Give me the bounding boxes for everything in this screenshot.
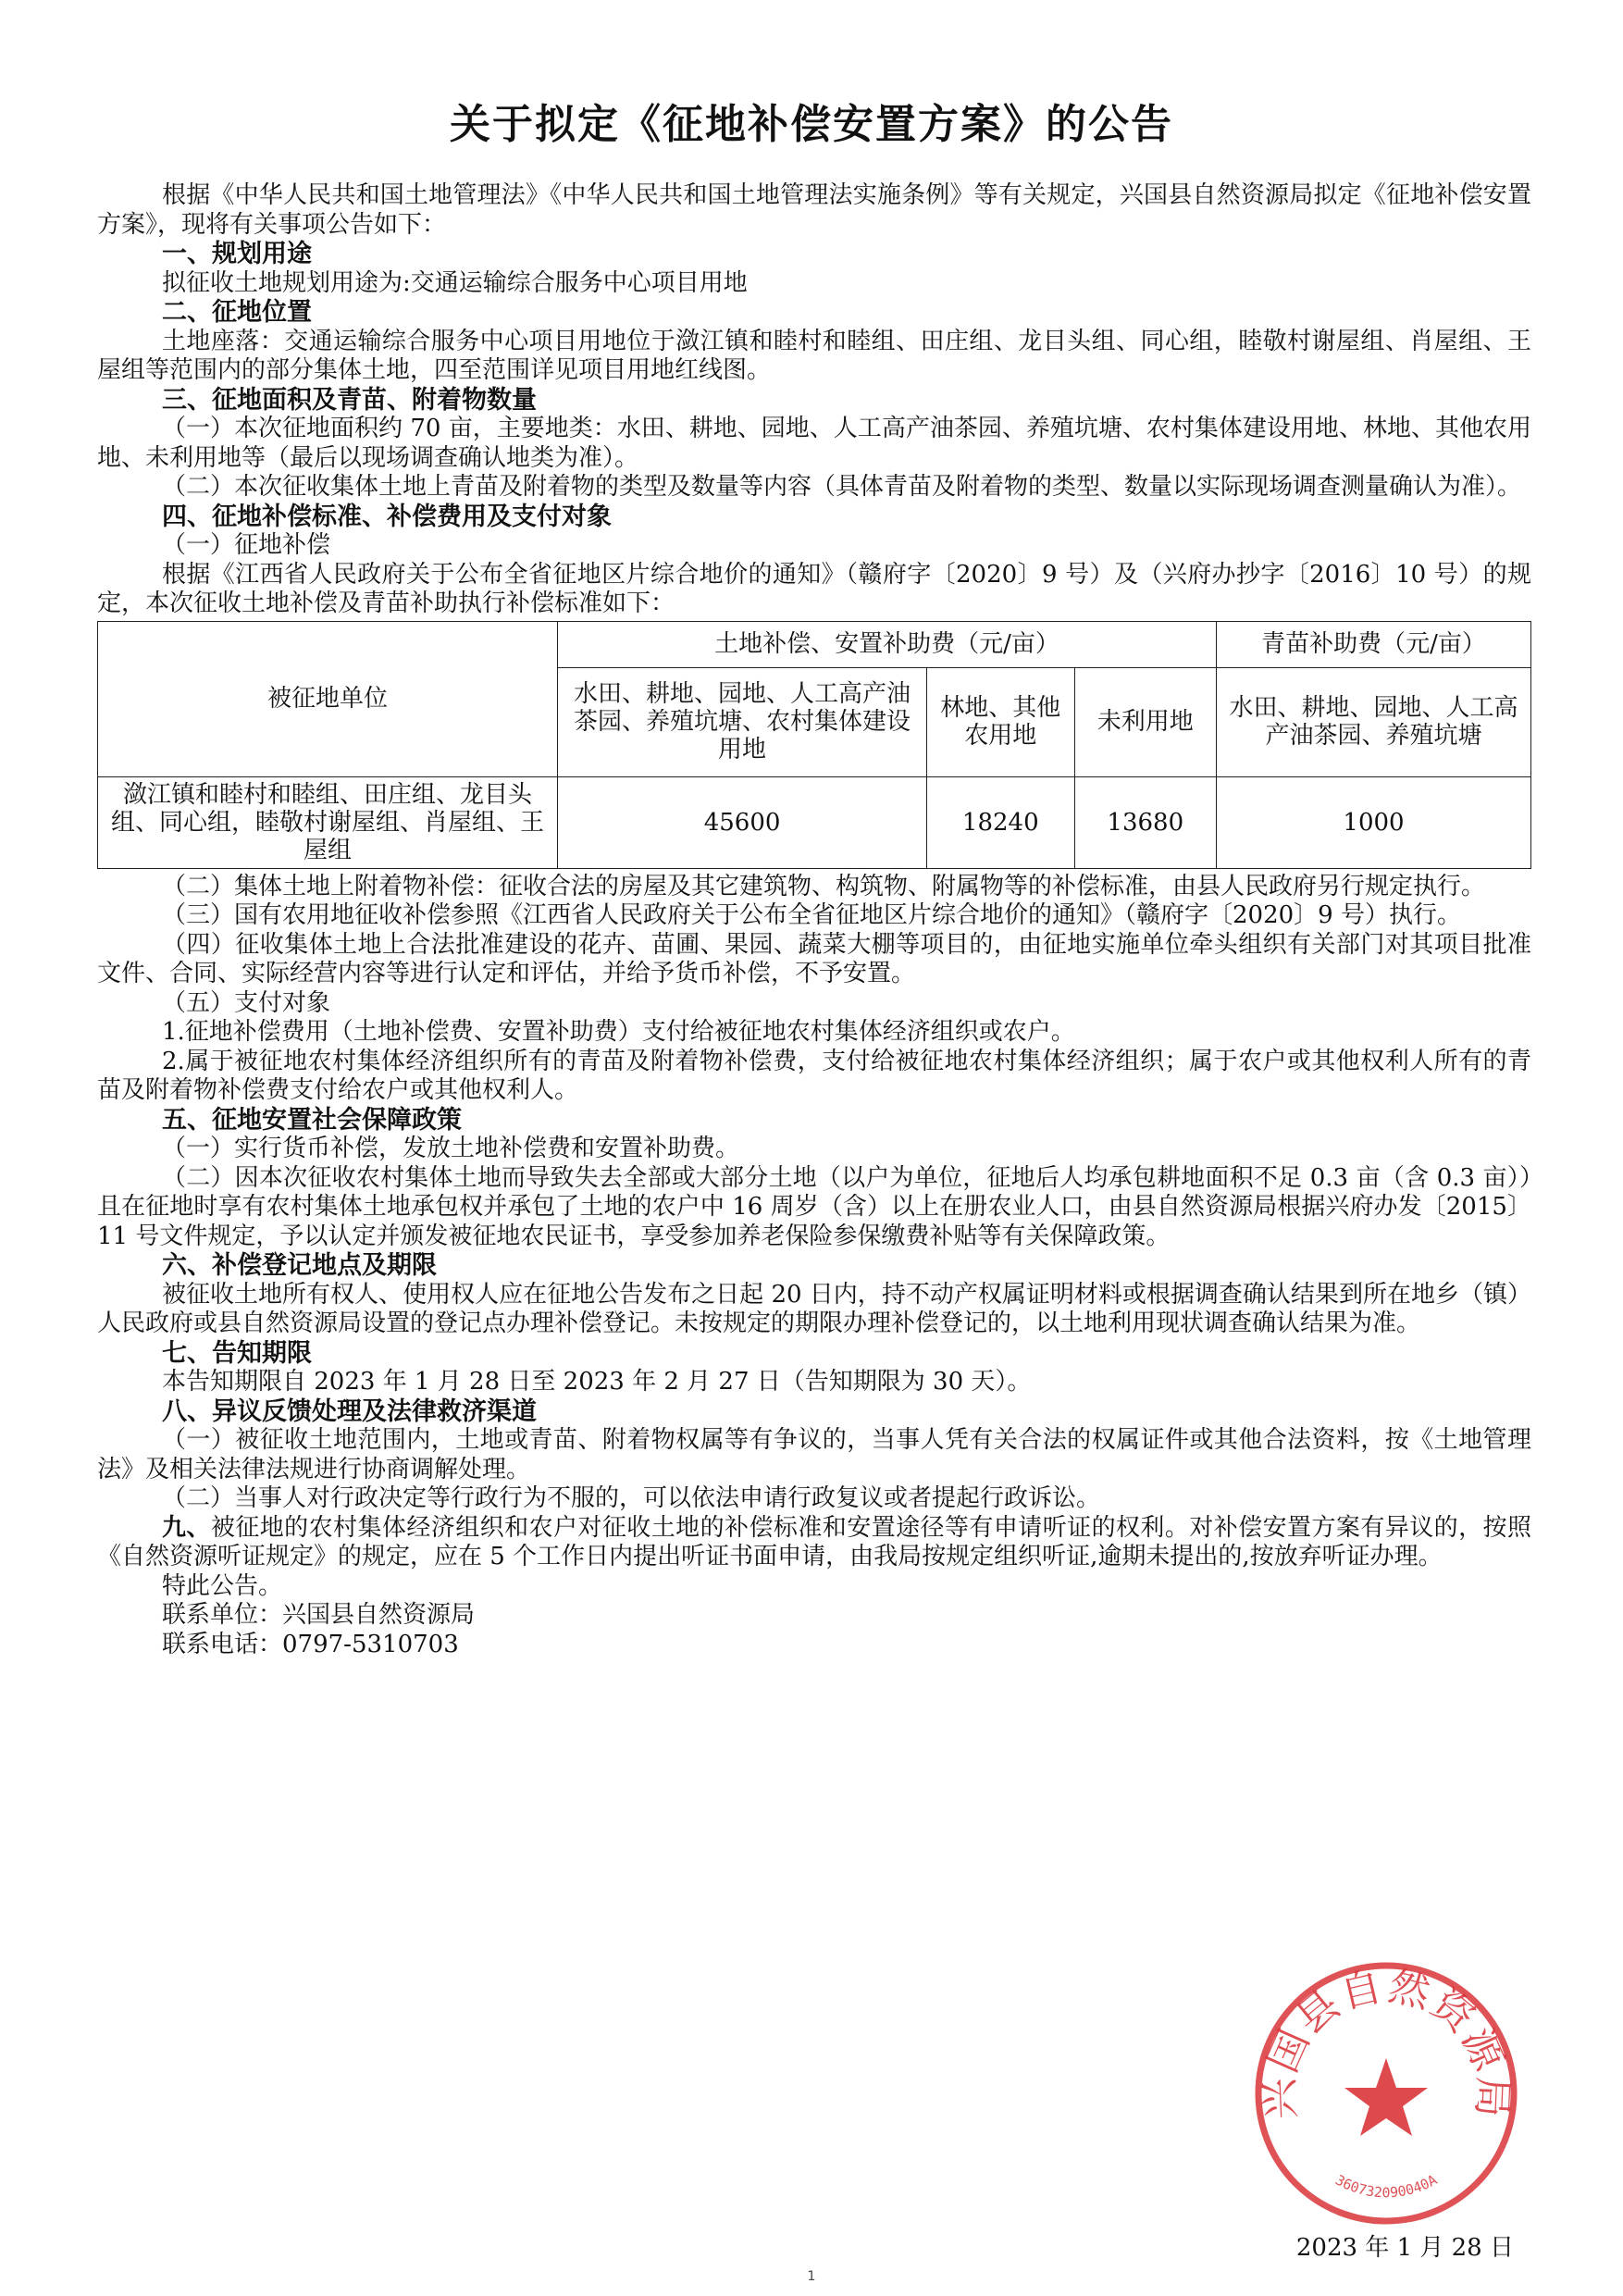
section-8-p2: （二）当事人对行政决定等行政行为不服的，可以依法申请行政复议或者提起行政诉讼。	[162, 1484, 1101, 1512]
section-5-heading: 五、征地安置社会保障政策	[162, 1105, 462, 1135]
section-6-heading: 六、补偿登记地点及期限	[162, 1251, 437, 1280]
page-number: 1	[807, 2269, 816, 2284]
table-subheader-b: 林地、其他农用地	[927, 667, 1075, 776]
section-4-p3: （三）国有农用地征收补偿参照《江西省人民政府关于公布全省征地区片综合地价的通知》（赣府字〔2020〕9 号）执行。	[162, 901, 1461, 929]
section-7-heading: 七、告知期限	[162, 1338, 312, 1368]
compensation-table	[97, 621, 1531, 869]
section-8-heading: 八、异议反馈处理及法律救济渠道	[162, 1396, 537, 1426]
table-row	[98, 776, 1531, 868]
table-cell-d: 1000	[1216, 776, 1530, 868]
table-cell-b: 18240	[927, 776, 1075, 868]
section-4-p5: 1.征地补偿费用（土地补偿费、安置补助费）支付给被征地农村集体经济组织或农户。	[162, 1018, 1075, 1046]
section-3-p1: （一）本次征地面积约 70 亩，主要地类：水田、耕地、园地、人工高产油茶园、养殖坑塘、农村集体建设用地、林地、其他农用地、未利用地等（最后以现场调查确认地类为准）。	[97, 415, 1531, 472]
official-seal	[1247, 1955, 1525, 2232]
intro-paragraph: 根据《中华人民共和国土地管理法》《中华人民共和国土地管理法实施条例》等有关规定，兴国县自然资源局拟定《征地补偿安置方案》，现将有关事项公告如下：	[97, 181, 1531, 239]
seal-text: 兴国县自然资源局	[1256, 1962, 1517, 2120]
section-9-paragraph	[97, 1514, 1531, 1572]
table-subheader-a: 水田、耕地、园地、人工高产油茶园、养殖坑塘、农村集体建设用地	[558, 667, 927, 776]
section-1-heading: 一、规划用途	[162, 240, 312, 268]
section-7-text: 本告知期限自 2023 年 1 月 28 日至 2023 年 2 月 27 日（告知期限为 30 天）。	[162, 1368, 1032, 1396]
contact-unit: 联系单位：兴国县自然资源局	[162, 1601, 476, 1629]
table-header-unit: 被征地单位	[98, 621, 558, 776]
document-body	[97, 181, 1531, 1659]
section-2-heading: 二、征地位置	[162, 298, 312, 327]
table-header-crop: 青苗补助费（元/亩）	[1216, 621, 1530, 667]
section-9-lead: 九、	[162, 1513, 211, 1542]
section-4-heading: 四、征地补偿标准、补偿费用及支付对象	[162, 502, 612, 531]
section-4-sub1: （一）征地补偿	[162, 531, 331, 559]
section-9-text: 被征地的农村集体经济组织和农户对征收土地的补偿标准和安置途径等有申请听证的权利。对补偿安置方案有异议的，按照《自然资源听证规定》的规定，应在 5 个工作日内提出听证书面申请，由我局按规定组织听证,逾期未提出的,按放弃听证办理。	[97, 1513, 1531, 1570]
page-title: 关于拟定《征地补偿安置方案》的公告	[450, 101, 1173, 148]
section-3-heading: 三、征地面积及青苗、附着物数量	[162, 385, 537, 415]
seal-star-icon	[1344, 2058, 1428, 2136]
section-4-p2: （二）集体土地上附着物补偿：征收合法的房屋及其它建筑物、构筑物、附属物等的补偿标准，由县人民政府另行规定执行。	[162, 872, 1486, 900]
section-4-sub5: （五）支付对象	[162, 988, 331, 1017]
seal-code: 360732090040A	[1332, 2171, 1440, 2202]
section-5-p1: （一）实行货币补偿，发放土地补偿费和安置补助费。	[162, 1135, 740, 1162]
table-cell-c: 13680	[1074, 776, 1216, 868]
table-subheader-c: 未利用地	[1074, 667, 1216, 776]
section-2-text: 土地座落：交通运输综合服务中心项目用地位于潋江镇和睦村和睦组、田庄组、龙目头组、同心组，睦敬村谢屋组、肖屋组、王屋组等范围内的部分集体土地，四至范围详见项目用地红线图。	[97, 327, 1531, 384]
table-cell-unit: 潋江镇和睦村和睦组、田庄组、龙目头组、同心组，睦敬村谢屋组、肖屋组、王屋组	[98, 776, 558, 868]
section-4-p4: （四）征收集体土地上合法批准建设的花卉、苗圃、果园、蔬菜大棚等项目的，由征地实施单位牵头组织有关部门对其项目批准文件、合同、实际经营内容等进行认定和评估，并给予货币补偿，不予安置。	[97, 930, 1531, 987]
table-subheader-d: 水田、耕地、园地、人工高产油茶园、养殖坑塘	[1216, 667, 1530, 776]
contact-phone: 联系电话：0797-5310703	[162, 1630, 459, 1658]
section-8-p1: （一）被征收土地范围内，土地或青苗、附着物权属等有争议的，当事人凭有关合法的权属证件或其他合法资料，按《土地管理法》及相关法律法规进行协商调解处理。	[97, 1426, 1531, 1483]
closing-text: 特此公告。	[162, 1571, 283, 1600]
signature-date: 2023 年 1 月 28 日	[1295, 2234, 1514, 2262]
section-6-text: 被征收土地所有权人、使用权人应在征地公告发布之日起 20 日内，持不动产权属证明材料或根据调查确认结果到所在地乡（镇）人民政府或县自然资源局设置的登记点办理补偿登记。未按规定的期限办理补偿登记的，以土地利用现状调查确认结果为准。	[97, 1280, 1531, 1337]
section-5-p2: （二）因本次征收农村集体土地而导致失去全部或大部分土地（以户为单位，征地后人均承包耕地面积不足 0.3 亩（含 0.3 亩））且在征地时享有农村集体土地承包权并承包了土地的农户中 16 周岁（含）以上在册农业人口，由县自然资源局根据兴府办发〔2015〕11 号文件规定，予以认定并颁发被征地农民证书，享受参加养老保险参保缴费补贴等有关保障政策。	[97, 1163, 1531, 1250]
section-4-p6: 2.属于被征地农村集体经济组织所有的青苗及附着物补偿费，支付给被征地农村集体经济组织；属于农户或其他权利人所有的青苗及附着物补偿费支付给农户或其他权利人。	[97, 1047, 1531, 1104]
section-1-text: 拟征收土地规划用途为:交通运输综合服务中心项目用地	[162, 268, 748, 297]
section-4-p1: 根据《江西省人民政府关于公布全省征地区片综合地价的通知》（赣府字〔2020〕9 号）及（兴府办抄字〔2016〕10 号）的规定，本次征收土地补偿及青苗补助执行补偿标准如下：	[97, 560, 1531, 617]
table-cell-a: 45600	[558, 776, 927, 868]
table-header-land: 土地补偿、安置补助费（元/亩）	[558, 621, 1217, 667]
section-3-p2: （二）本次征收集体土地上青苗及附着物的类型及数量等内容（具体青苗及附着物的类型、数量以实际现场调查测量确认为准）。	[162, 473, 1522, 501]
